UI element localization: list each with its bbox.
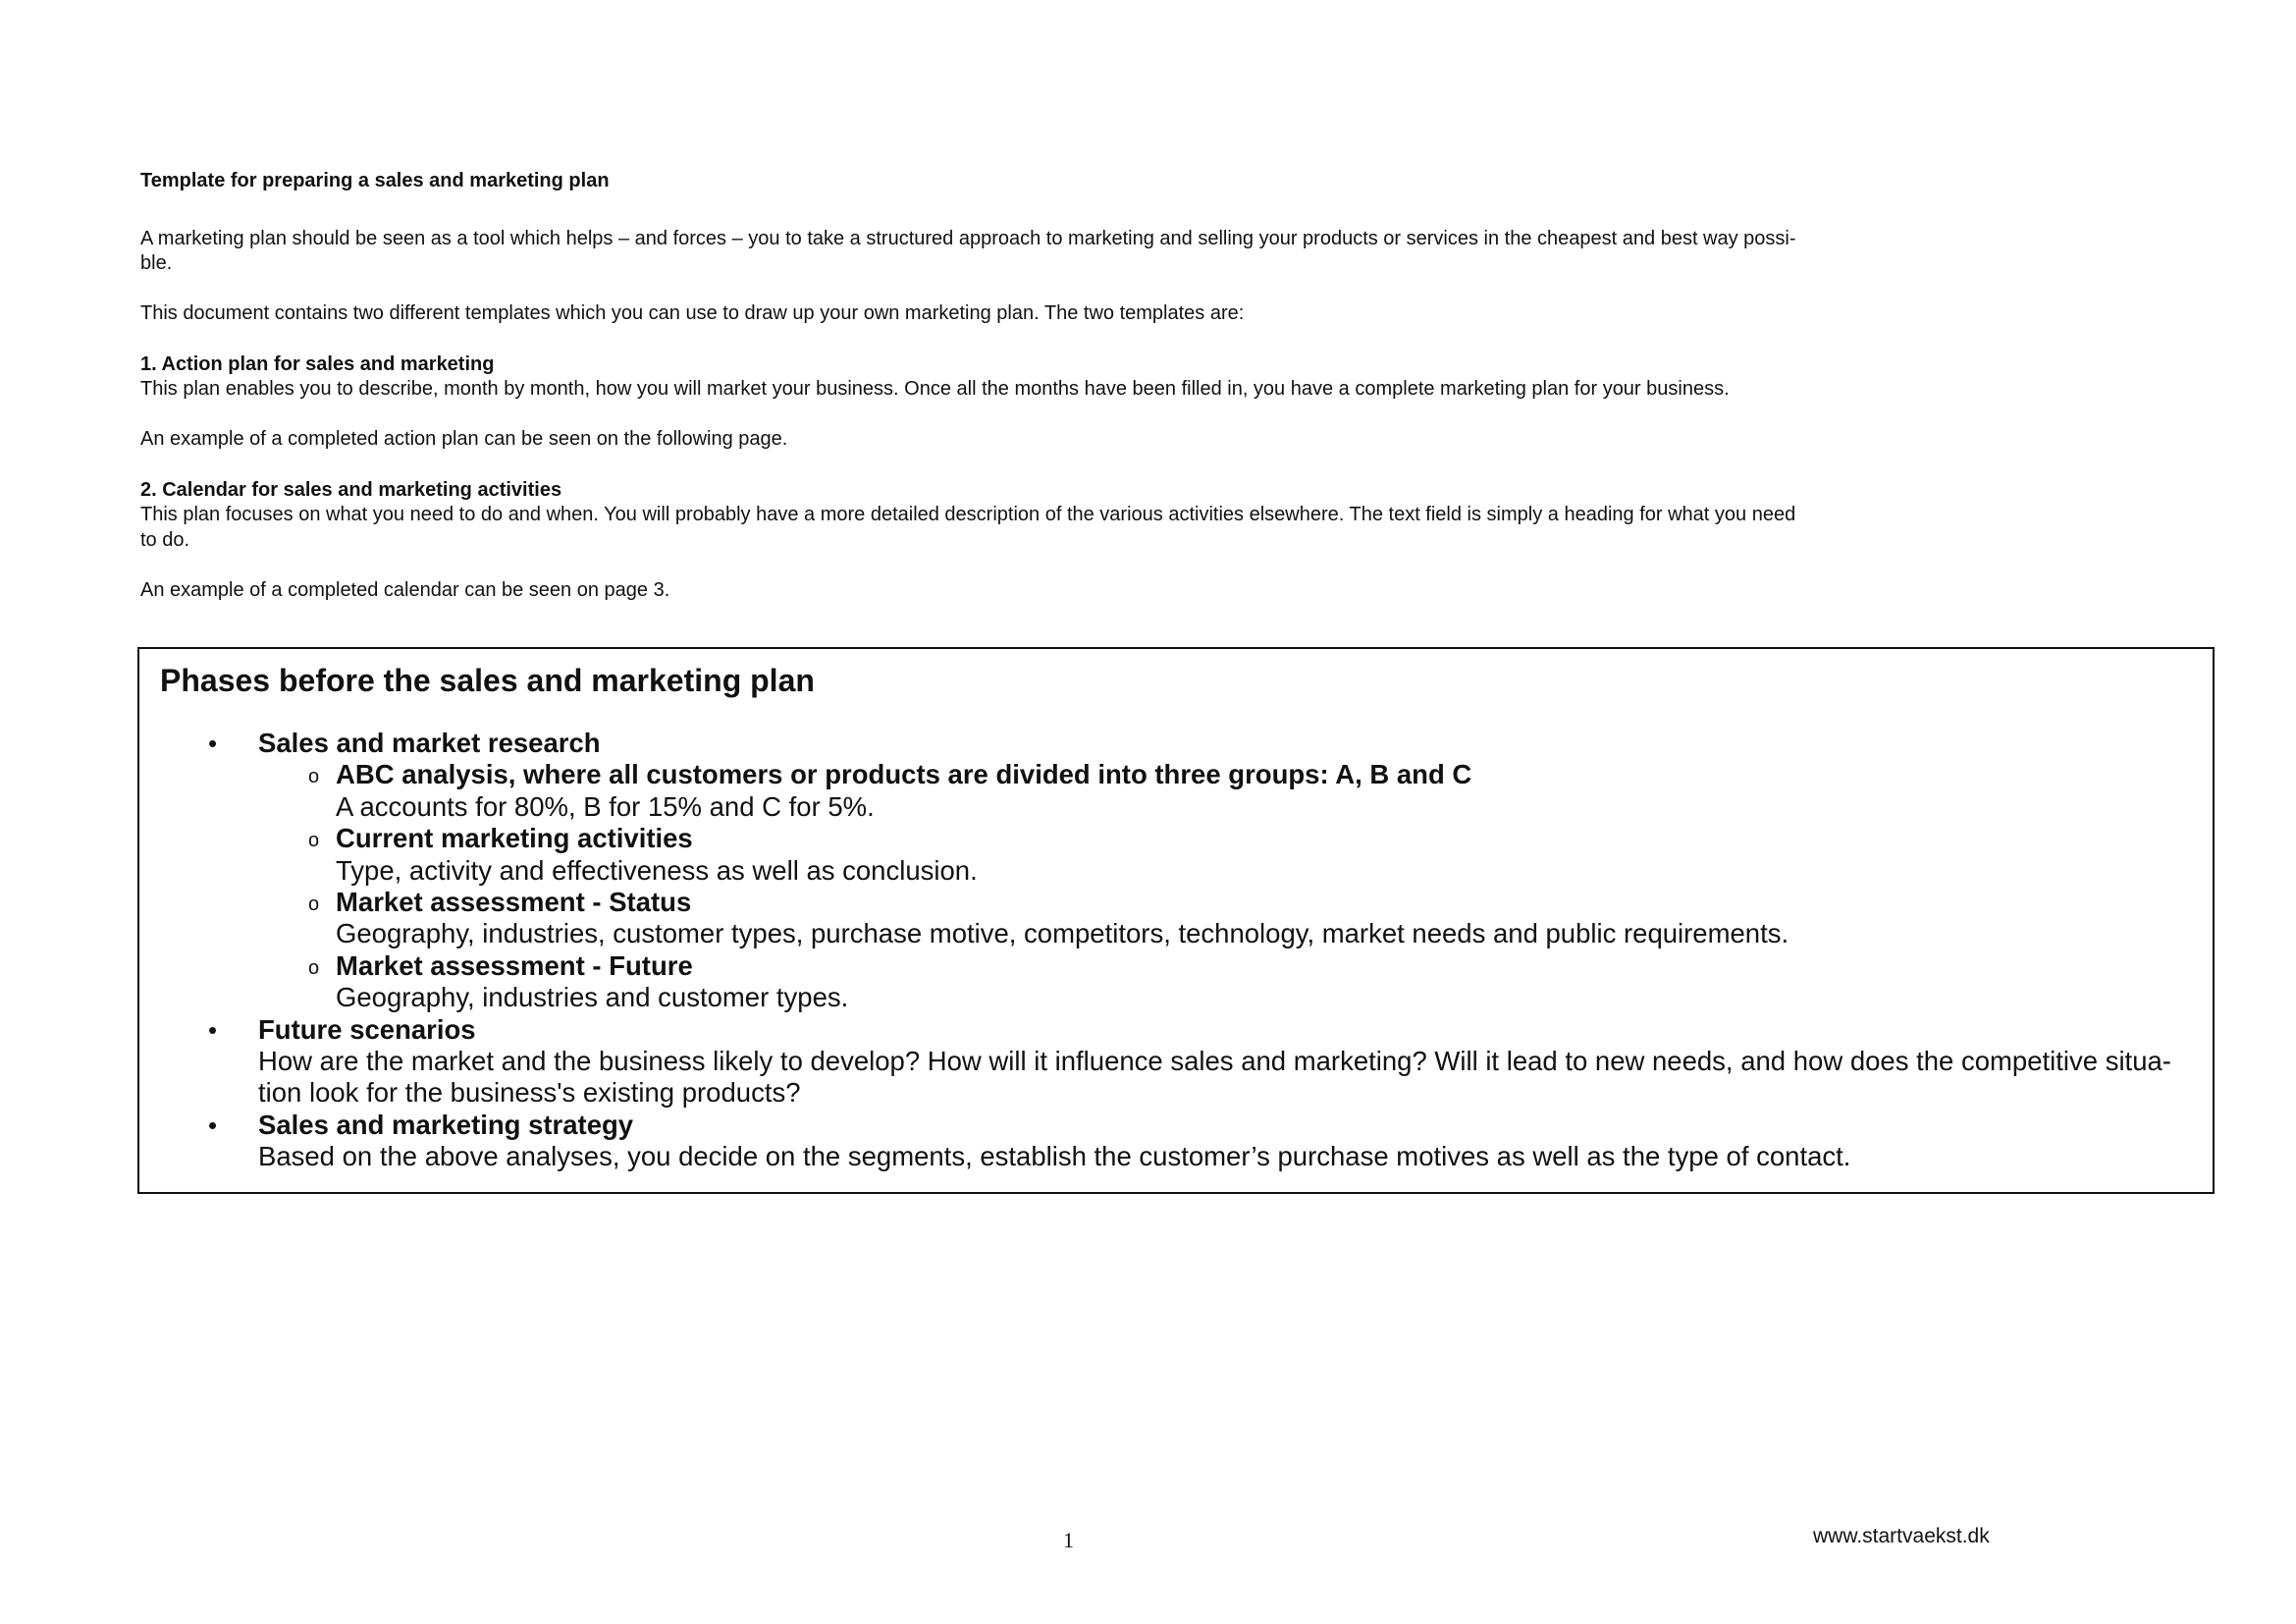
phase-item-desc-line2: tion look for the business's existing products? bbox=[258, 1077, 801, 1109]
phases-box bbox=[137, 647, 2215, 1194]
intro-paragraph-line1: A marketing plan should be seen as a tool which helps – and forces – you to take a structured approach to marketing and selling your products or services in the cheapest and best way possi- bbox=[140, 227, 1796, 249]
sub-item-desc: Geography, industries, customer types, purchase motive, competitors, technology, market needs and public requirements. bbox=[336, 918, 1789, 949]
section-example-note: An example of a completed calendar can be seen on page 3. bbox=[140, 578, 670, 601]
sub-item-desc: Geography, industries and customer types. bbox=[336, 982, 849, 1013]
phase-item-desc-line1: How are the market and the business likely to develop? How will it influence sales and marketing? Will it lead to new needs, and how does the competitive situa- bbox=[258, 1046, 2171, 1077]
phase-item-title: Sales and marketing strategy bbox=[258, 1109, 634, 1140]
section-example-note: An example of a completed action plan can be seen on the following page. bbox=[140, 428, 788, 451]
section-body-line1: This plan focuses on what you need to do and when. You will probably have a more detailed description of the various activities elsewhere. The text field is simply a heading for what you need bbox=[140, 504, 1796, 526]
section-body: This plan enables you to describe, month by month, how you will market your business. Once all the months have been filled in, you have a complete marketing plan for your business. bbox=[140, 378, 1730, 401]
phases-box-title: Phases before the sales and marketing plan bbox=[160, 663, 815, 698]
phase-item bbox=[139, 1014, 2213, 1110]
section-calendar bbox=[140, 478, 2005, 604]
intro-section bbox=[140, 169, 2005, 628]
section-body bbox=[140, 503, 2005, 553]
phase-item-title: Future scenarios bbox=[258, 1013, 476, 1045]
page-number: 1 bbox=[1063, 1528, 1074, 1552]
sub-item bbox=[258, 759, 2193, 823]
section-heading: 2. Calendar for sales and marketing activities bbox=[140, 478, 562, 501]
intro-paragraph bbox=[140, 227, 2005, 277]
sub-item-title: Current marketing activities bbox=[336, 823, 693, 854]
phase-item bbox=[139, 728, 2213, 1014]
circle-bullet-icon: o bbox=[308, 830, 320, 852]
section-body-line2: to do. bbox=[140, 528, 190, 551]
bullet-icon: • bbox=[208, 729, 218, 758]
circle-bullet-icon: o bbox=[308, 766, 320, 788]
sub-item-desc: Type, activity and effectiveness as well as conclusion. bbox=[336, 854, 978, 886]
document-title: Template for preparing a sales and marketing plan bbox=[140, 170, 610, 191]
bullet-icon: • bbox=[208, 1014, 218, 1045]
sub-item bbox=[258, 823, 2193, 887]
templates-intro: This document contains two different templates which you can use to draw up your own marketing plan. The two templates are: bbox=[140, 302, 1245, 325]
circle-bullet-icon: o bbox=[308, 956, 320, 979]
footer-url: www.startvaekst.dk bbox=[1813, 1525, 1990, 1547]
sub-item-desc: A accounts for 80%, B for 15% and C for 5%. bbox=[336, 790, 875, 822]
sub-item bbox=[258, 950, 2193, 1014]
sub-item-title: Market assessment - Future bbox=[336, 949, 693, 981]
sub-list bbox=[258, 759, 2193, 1013]
phase-item-desc-line1: Based on the above analyses, you decide on the segments, establish the customer’s purchase motives as well as the type of contact. bbox=[258, 1141, 1851, 1172]
sub-item bbox=[258, 887, 2193, 950]
phase-list bbox=[139, 728, 2213, 1173]
section-heading: 1. Action plan for sales and marketing bbox=[140, 352, 495, 375]
sub-item-title: ABC analysis, where all customers or products are divided into three groups: A, B and C bbox=[336, 759, 1472, 790]
phase-item-title: Sales and market research bbox=[258, 728, 601, 758]
intro-paragraph-line2: ble. bbox=[140, 252, 173, 275]
circle-bullet-icon: o bbox=[308, 893, 320, 916]
sub-item-title: Market assessment - Status bbox=[336, 887, 692, 918]
bullet-icon: • bbox=[208, 1110, 218, 1140]
section-action-plan bbox=[140, 352, 2005, 453]
phase-item bbox=[139, 1110, 2213, 1173]
